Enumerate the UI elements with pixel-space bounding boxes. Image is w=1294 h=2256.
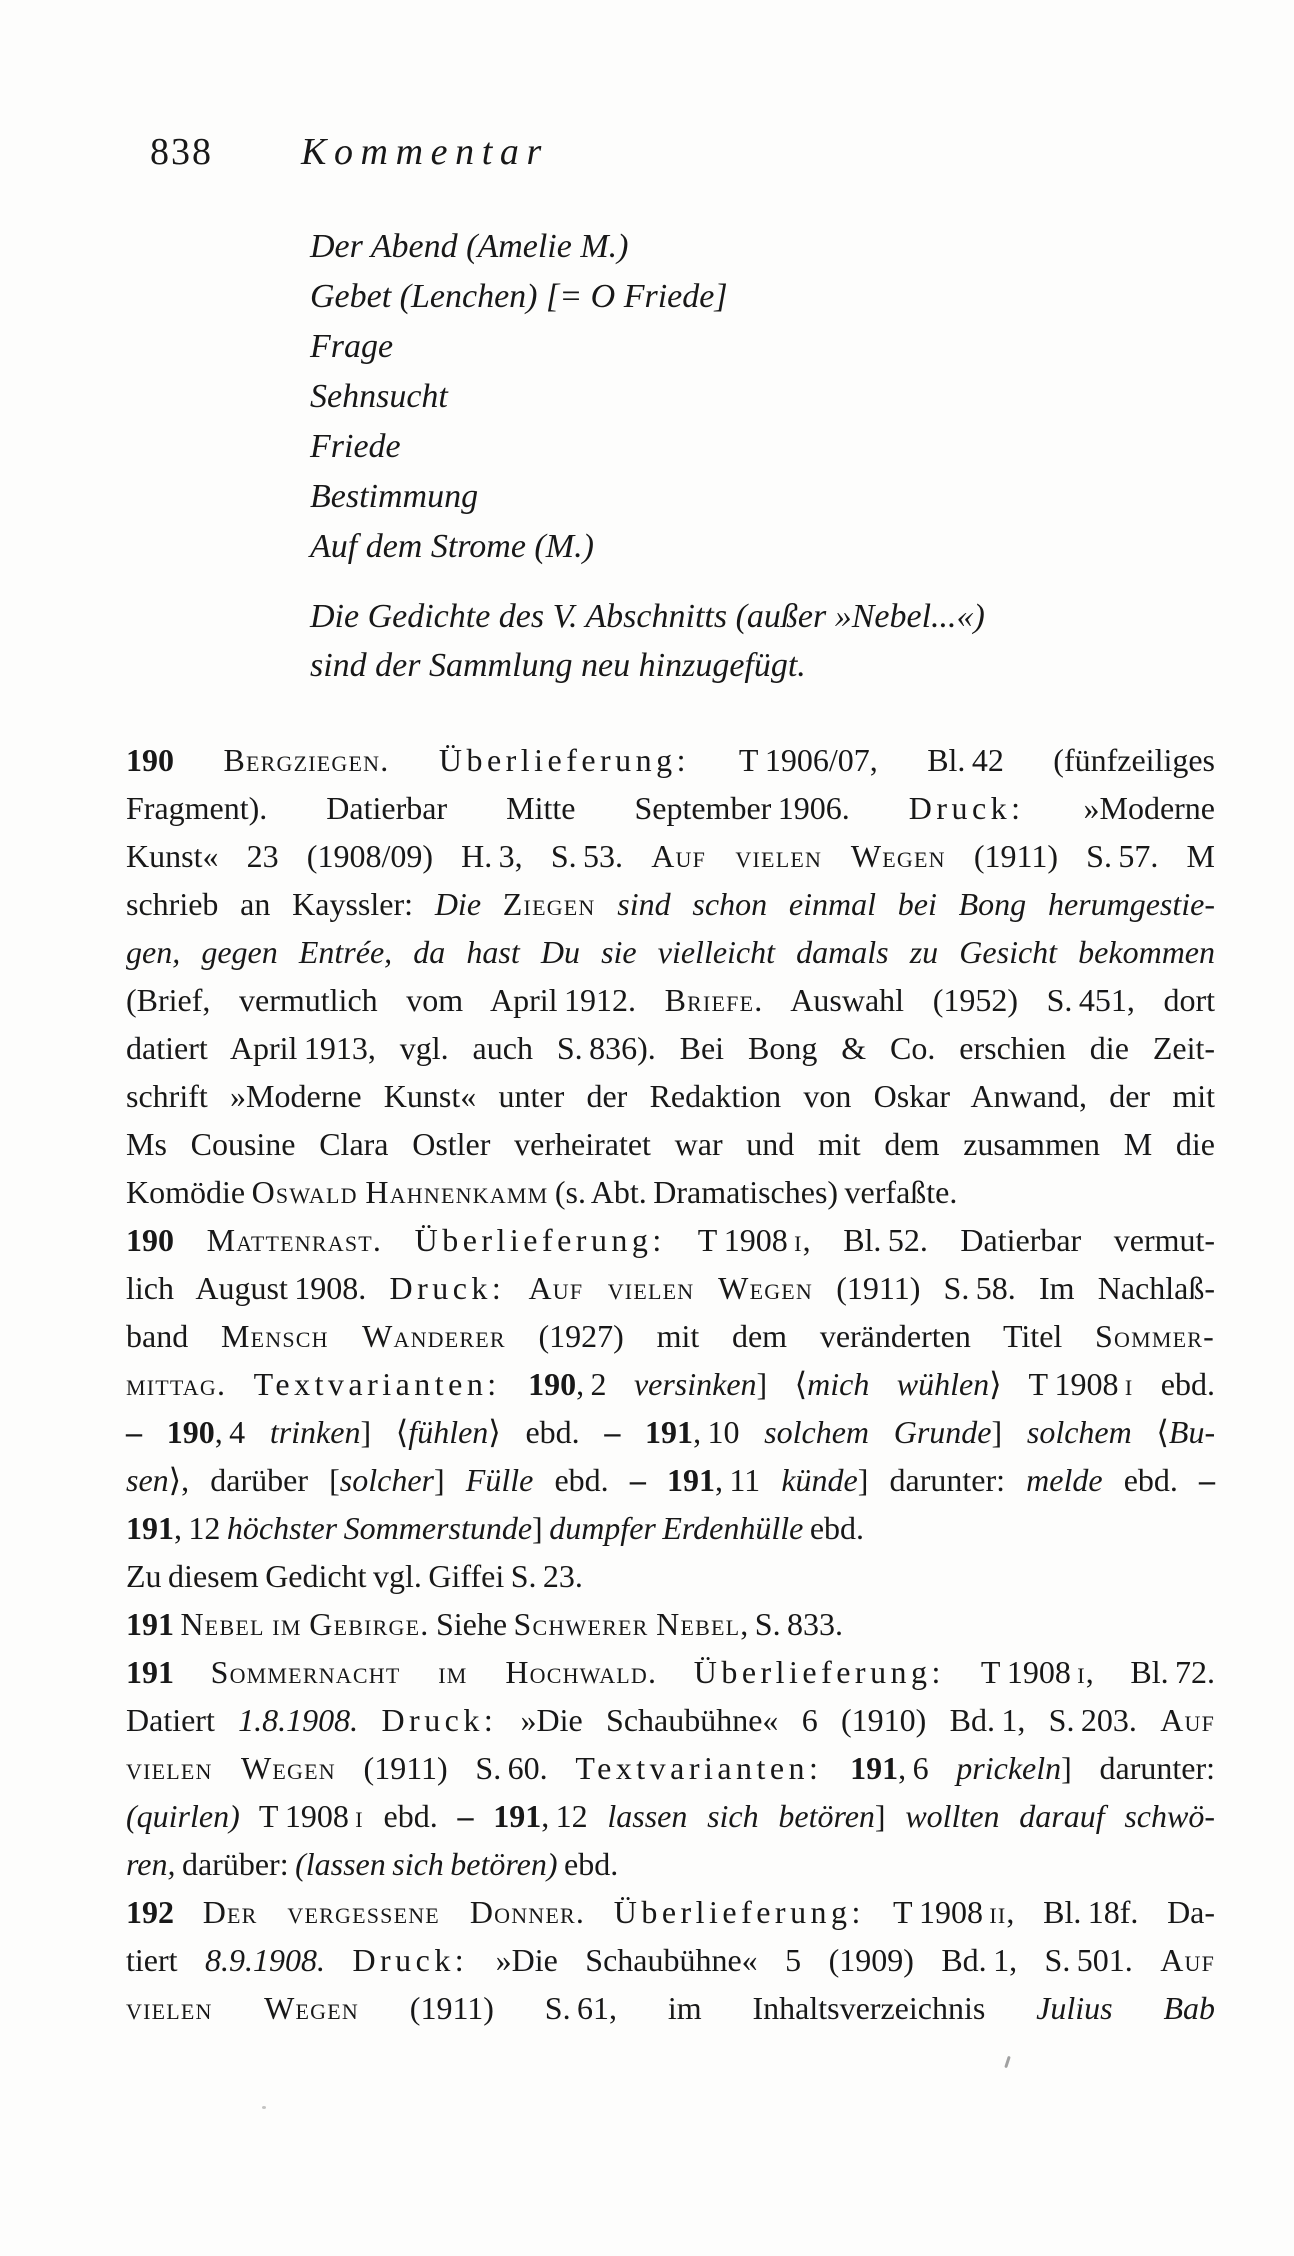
commentary-entry-mattenrast xyxy=(126,1216,1215,1600)
text-line: sen⟩, darüber [solcher] Fülle ebd. – 191, 11 künde] darunter: melde ebd. – xyxy=(126,1462,1216,1498)
text-line: gen, gegen Entrée, da hast Du sie vielleicht damals zu Gesicht bekommen xyxy=(126,934,1215,970)
poem-title: Auf dem Strome (M.) xyxy=(310,528,594,565)
text-line: 190 Mattenrast. Überlieferung: T 1908 i, Bl. 52. Datierbar vermut- xyxy=(126,1222,1216,1258)
commentary-entry-sommernacht-im-hochwald xyxy=(126,1648,1215,1888)
text-line: Datiert 1.8.1908. Druck: »Die Schaubühne« 6 (1910) Bd. 1, S. 203. Auf xyxy=(126,1702,1216,1738)
text-line: lich August 1908. Druck: Auf vielen Wegen (1911) S. 58. Im Nachlaß- xyxy=(126,1270,1215,1306)
text-line: Ms Cousine Clara Ostler verheiratet war und mit dem zusammen M die xyxy=(126,1126,1215,1162)
poem-title: Der Abend (Amelie M.) xyxy=(310,228,629,265)
text-line: Kunst« 23 (1908/09) H. 3, S. 53. Auf vielen Wegen (1911) S. 57. M xyxy=(126,838,1215,874)
editorial-note xyxy=(310,592,985,690)
text-line: Zu diesem Gedicht vgl. Giffei S. 23. xyxy=(126,1558,583,1594)
page-header xyxy=(150,130,549,174)
text-line: 191, 12 höchster Sommerstunde] dumpfer Erdenhülle ebd. xyxy=(126,1510,865,1546)
text-line: (quirlen) T 1908 i ebd. – 191, 12 lassen sich betören] wollten darauf schwö- xyxy=(126,1798,1215,1834)
text-line: (Brief, vermutlich vom April 1912. Briefe. Auswahl (1952) S. 451, dort xyxy=(126,982,1215,1018)
text-line: Komödie Oswald Hahnenkamm (s. Abt. Dramatisches) verfaßte. xyxy=(126,1174,958,1210)
text-line: 190 Bergziegen. Überlieferung: T 1906/07, Bl. 42 (fünfzeiliges xyxy=(126,742,1216,778)
poem-title: Gebet (Lenchen) [= O Friede] xyxy=(310,278,728,315)
page-number: 838 xyxy=(150,131,213,173)
note-line: sind der Sammlung neu hinzugefügt. xyxy=(310,647,806,684)
text-line: mittag. Textvarianten: 190, 2 versinken] ⟨mich wühlen⟩ T 1908 i ebd. xyxy=(126,1366,1216,1402)
note-line: Die Gedichte des V. Abschnitts (außer »Nebel...«) xyxy=(310,598,985,635)
poem-title: Friede xyxy=(310,428,401,465)
commentary-entry-nebel-im-gebirge xyxy=(126,1600,1215,1648)
text-line: – 190, 4 trinken] ⟨fühlen⟩ ebd. – 191, 10 solchem Grunde] solchem ⟨Bu- xyxy=(126,1414,1216,1450)
text-line: vielen Wegen (1911) S. 60. Textvarianten: 191, 6 prickeln] darunter: xyxy=(126,1750,1216,1786)
poem-title: Frage xyxy=(310,328,394,365)
commentary-entry-der-vergessene-donner xyxy=(126,1888,1215,2032)
text-line: vielen Wegen (1911) S. 61, im Inhaltsverzeichnis Julius Bab xyxy=(126,1990,1215,2026)
text-line: band Mensch Wanderer (1927) mit dem veränderten Titel Sommer- xyxy=(126,1318,1216,1354)
text-line: 191 Nebel im Gebirge. Siehe Schwerer Nebel, S. 833. xyxy=(126,1606,843,1642)
text-line: schrieb an Kayssler: Die Ziegen sind schon einmal bei Bong herumgestie- xyxy=(126,886,1216,922)
poem-title: Bestimmung xyxy=(310,478,479,515)
text-line: tiert 8.9.1908. Druck: »Die Schaubühne« 5 (1909) Bd. 1, S. 501. Auf xyxy=(126,1942,1216,1978)
running-header: Kommentar xyxy=(301,131,549,173)
text-line: 192 Der vergessene Donner. Überlieferung: T 1908 ii, Bl. 18f. Da- xyxy=(126,1894,1216,1930)
commentary-block xyxy=(126,736,1215,2032)
text-line: datiert April 1913, vgl. auch S. 836). Bei Bong & Co. erschien die Zeit- xyxy=(126,1030,1215,1066)
text-line: 191 Sommernacht im Hochwald. Überlieferung: T 1908 i, Bl. 72. xyxy=(126,1654,1215,1690)
text-line: schrift »Moderne Kunst« unter der Redaktion von Oskar Anwand, der mit xyxy=(126,1078,1215,1114)
text-line: ren, darüber: (lassen sich betören) ebd. xyxy=(126,1846,619,1882)
text-line: Fragment). Datierbar Mitte September 1906. Druck: »Moderne xyxy=(126,790,1216,826)
poem-title: Sehnsucht xyxy=(310,378,448,415)
poem-title-list xyxy=(310,222,728,572)
commentary-entry-bergziegen xyxy=(126,736,1215,1216)
scan-speck xyxy=(1004,2056,1011,2068)
scan-speck xyxy=(262,2106,266,2109)
